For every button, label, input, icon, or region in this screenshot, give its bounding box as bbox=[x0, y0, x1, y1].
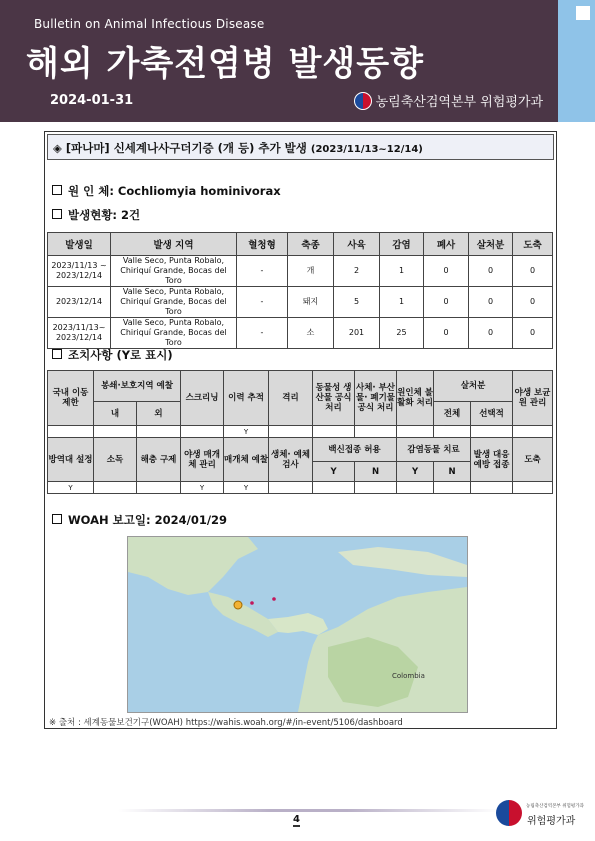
cell-species: 돼지 bbox=[288, 287, 334, 318]
hdr-vaccination: 백신접종 허용 bbox=[313, 438, 397, 462]
hdr-culling: 살처분 bbox=[434, 371, 513, 402]
footer-divider bbox=[118, 809, 500, 812]
col-header: 발생 지역 bbox=[111, 233, 237, 256]
cell-serotype: - bbox=[237, 318, 288, 349]
measures-item bbox=[52, 347, 173, 363]
val-cell bbox=[397, 426, 434, 438]
corner-square bbox=[576, 6, 590, 20]
val-cell bbox=[471, 426, 513, 438]
cell-dead: 0 bbox=[424, 287, 469, 318]
hdr-zone-in: 내 bbox=[94, 402, 137, 426]
hdr-trace: 이력 추적 bbox=[224, 371, 269, 426]
val-cell bbox=[94, 482, 137, 494]
val-cell bbox=[355, 426, 397, 438]
hdr-vaccine: 생체· 예체 검사 bbox=[269, 438, 313, 482]
cell-species: 소 bbox=[288, 318, 334, 349]
outbreak-table bbox=[47, 232, 553, 349]
agency-logo-icon bbox=[354, 92, 372, 110]
col-header: 감염 bbox=[380, 233, 424, 256]
cell-region: Valle Seco, Punta Robalo, Chiriquí Grande, Bocas del Toro bbox=[111, 256, 237, 287]
cell-date: 2023/11/13 ~ 2023/12/14 bbox=[48, 256, 111, 287]
cell-slaughtered: 0 bbox=[513, 256, 553, 287]
val-cell bbox=[137, 426, 181, 438]
cell-infected: 1 bbox=[380, 287, 424, 318]
hdr-n: N bbox=[355, 462, 397, 482]
cell-slaughtered: 0 bbox=[513, 318, 553, 349]
val-cell bbox=[471, 482, 513, 494]
hdr-domestic: 국내 이동 제한 bbox=[48, 371, 94, 426]
cell-serotype: - bbox=[237, 256, 288, 287]
checkbox-square-icon bbox=[52, 209, 62, 219]
val-cell bbox=[313, 426, 355, 438]
source-note: ※ 출처 : 세계동물보건기구(WOAH) https://wahis.woah.org/#/in-event/5106/dashboard bbox=[49, 718, 403, 728]
cell-reared: 5 bbox=[334, 287, 380, 318]
val-cell bbox=[434, 482, 471, 494]
hdr-wild-vector: 야생 매개체 관리 bbox=[181, 438, 224, 482]
checkbox-square-icon bbox=[52, 349, 62, 359]
hdr-quarantine: 격리 bbox=[269, 371, 313, 426]
hdr-n: N bbox=[434, 462, 471, 482]
hdr-zoning: 방역대 설정 bbox=[48, 438, 94, 482]
hdr-animal-products: 동물성 생산물 공식 처리 bbox=[313, 371, 355, 426]
cell-culled: 0 bbox=[469, 318, 513, 349]
hdr-zone: 봉쇄·보호지역 예찰 bbox=[94, 371, 181, 402]
footer-agency: 위험평가과 bbox=[527, 816, 576, 827]
cell-infected: 25 bbox=[380, 318, 424, 349]
hdr-y: Y bbox=[397, 462, 434, 482]
footer-logo-icon bbox=[496, 800, 522, 826]
val-cell bbox=[269, 426, 313, 438]
woah-item bbox=[52, 512, 227, 528]
hdr-y: Y bbox=[313, 462, 355, 482]
cell-region: Valle Seco, Punta Robalo, Chiriquí Grande, Bocas del Toro bbox=[111, 287, 237, 318]
col-header: 살처분 bbox=[469, 233, 513, 256]
hdr-pest: 해충 구제 bbox=[137, 438, 181, 482]
map-label-colombia: Colombia bbox=[392, 672, 425, 680]
bulletin-label: Bulletin on Animal Infectious Disease bbox=[34, 17, 265, 31]
outbreak-marker-icon[interactable] bbox=[234, 601, 242, 609]
section-title: ◈ [파나마] 신세계나사구더기증 (개 등) 추가 발생 bbox=[53, 141, 307, 155]
pathogen-item bbox=[52, 183, 281, 199]
cell-slaughtered: 0 bbox=[513, 287, 553, 318]
status-item bbox=[52, 207, 140, 223]
val-cell bbox=[94, 426, 137, 438]
measures-value-row bbox=[48, 426, 553, 438]
col-header: 사육 bbox=[334, 233, 380, 256]
val-cell: Y bbox=[48, 482, 94, 494]
cell-reared: 2 bbox=[334, 256, 380, 287]
val-cell: Y bbox=[224, 426, 269, 438]
hdr-vector: 매개체 예찰 bbox=[224, 438, 269, 482]
cell-infected: 1 bbox=[380, 256, 424, 287]
cell-species: 개 bbox=[288, 256, 334, 287]
col-header: 도축 bbox=[513, 233, 553, 256]
hdr-pathogen: 원인체 불활화 처리 bbox=[397, 371, 434, 426]
cell-reared: 201 bbox=[334, 318, 380, 349]
cell-date: 2023/11/13~ 2023/12/14 bbox=[48, 318, 111, 349]
col-header: 폐사 bbox=[424, 233, 469, 256]
hdr-carcass: 사체· 부산물· 폐기물 공식 처리 bbox=[355, 371, 397, 426]
val-cell bbox=[137, 482, 181, 494]
measures-value-row-2 bbox=[48, 482, 553, 494]
hdr-slaughter: 도축 bbox=[513, 438, 553, 482]
hdr-culling-select: 선택적 bbox=[471, 402, 513, 426]
outbreak-map[interactable] bbox=[127, 536, 468, 713]
cell-culled: 0 bbox=[469, 287, 513, 318]
status-text: 발생현황: 2건 bbox=[68, 208, 141, 222]
pathogen-text: 원 인 체: Cochliomyia hominivorax bbox=[68, 184, 281, 198]
hdr-prevent: 발생 대응 예방 접종 bbox=[471, 438, 513, 482]
cell-serotype: - bbox=[237, 287, 288, 318]
measures-header-row bbox=[48, 371, 553, 402]
val-cell bbox=[513, 426, 553, 438]
val-cell bbox=[513, 482, 553, 494]
hdr-culling-all: 전체 bbox=[434, 402, 471, 426]
val-cell: Y bbox=[181, 482, 224, 494]
hdr-zone-out: 외 bbox=[137, 402, 181, 426]
table-row bbox=[48, 318, 553, 349]
section-title-bar bbox=[47, 134, 554, 160]
agency-name: 농림축산검역본부 위험평가과 bbox=[375, 95, 543, 110]
map-svg bbox=[128, 537, 467, 712]
hdr-wildlife: 야생 보균원 관리 bbox=[513, 371, 553, 426]
cell-culled: 0 bbox=[469, 256, 513, 287]
table-row bbox=[48, 256, 553, 287]
hdr-disinfection: 소독 bbox=[94, 438, 137, 482]
val-cell bbox=[269, 482, 313, 494]
hdr-screening: 스크리닝 bbox=[181, 371, 224, 426]
woah-date: WOAH 보고일: 2024/01/29 bbox=[68, 513, 228, 527]
val-cell bbox=[434, 426, 471, 438]
table-row bbox=[48, 287, 553, 318]
measures-table bbox=[47, 370, 553, 494]
page-title: 해외 가축전염병 발생동향 bbox=[26, 44, 424, 84]
measures-title: 조치사항 (Y로 표시) bbox=[68, 348, 173, 362]
col-header: 축종 bbox=[288, 233, 334, 256]
agency-label bbox=[354, 91, 543, 110]
outbreak-header-row bbox=[48, 233, 553, 256]
section-period: (2023/11/13~12/14) bbox=[310, 144, 423, 155]
event-marker-icon[interactable] bbox=[250, 601, 254, 605]
hdr-treatment: 감염동물 치료 bbox=[397, 438, 471, 462]
event-marker-icon[interactable] bbox=[272, 597, 276, 601]
cell-dead: 0 bbox=[424, 256, 469, 287]
page-number: 4 bbox=[293, 814, 300, 825]
publish-date: 2024-01-31 bbox=[50, 93, 134, 108]
cell-dead: 0 bbox=[424, 318, 469, 349]
measures-header-row-2 bbox=[48, 438, 553, 462]
val-cell bbox=[355, 482, 397, 494]
cell-date: 2023/12/14 bbox=[48, 287, 111, 318]
col-header: 발생일 bbox=[48, 233, 111, 256]
checkbox-square-icon bbox=[52, 185, 62, 195]
val-cell bbox=[397, 482, 434, 494]
val-cell: Y bbox=[224, 482, 269, 494]
col-header: 혈청형 bbox=[237, 233, 288, 256]
checkbox-square-icon bbox=[52, 514, 62, 524]
val-cell bbox=[181, 426, 224, 438]
val-cell bbox=[313, 482, 355, 494]
footer-agency-small: 농림축산검역본부 위험평가과 bbox=[526, 804, 584, 809]
val-cell bbox=[48, 426, 94, 438]
cell-region: Valle Seco, Punta Robalo, Chiriquí Grande, Bocas del Toro bbox=[111, 318, 237, 349]
